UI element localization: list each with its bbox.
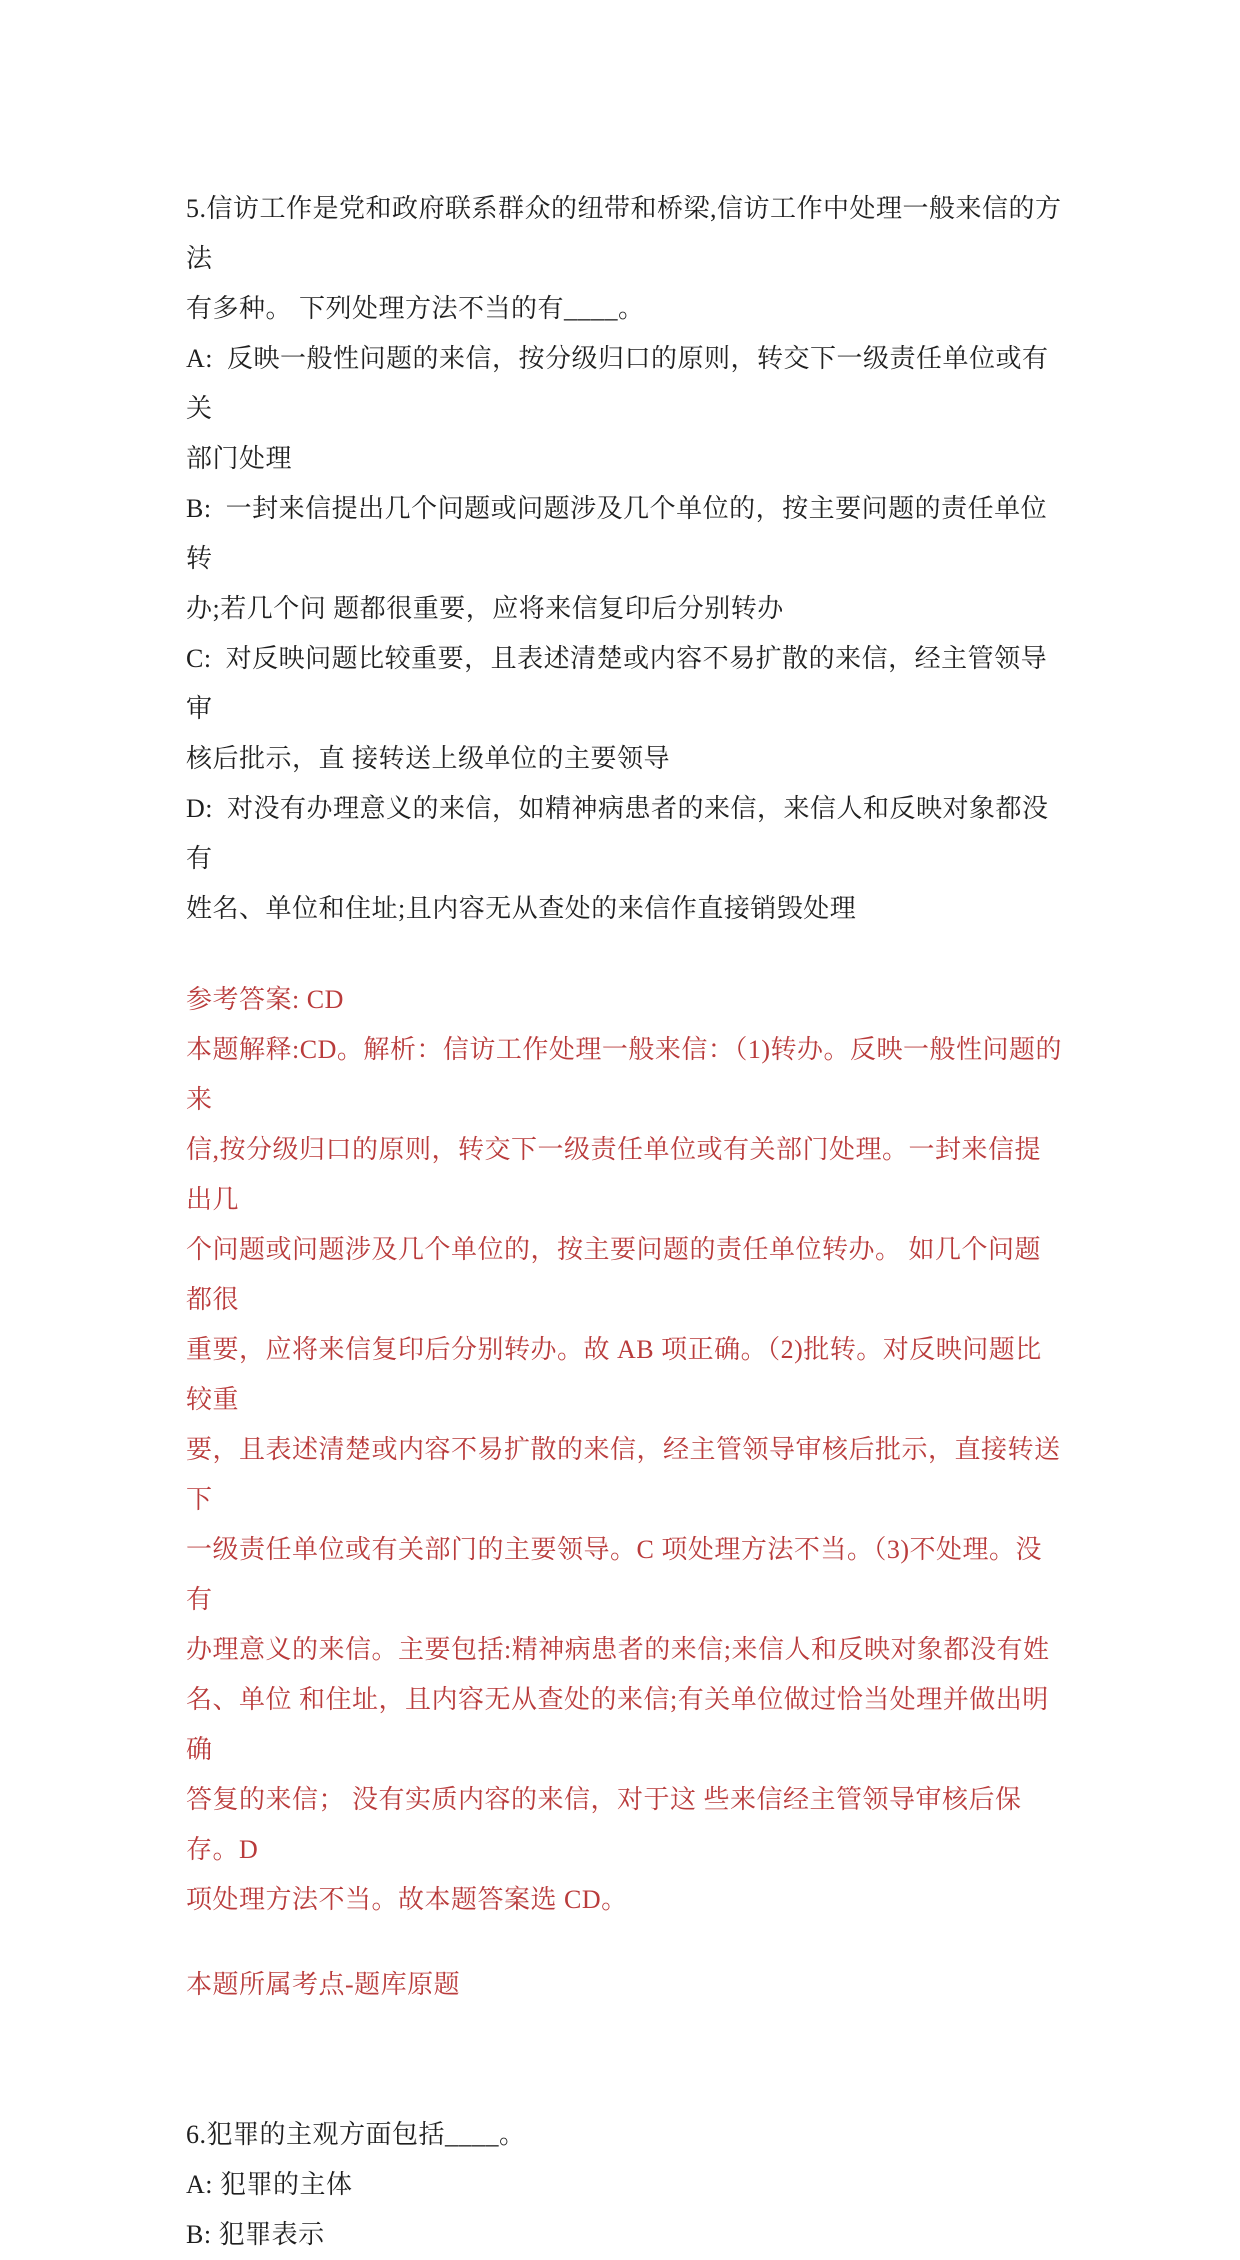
- question-6-option-a: A: 犯罪的主体: [186, 2170, 353, 2199]
- text-line: 本题解释:CD。解析：信访工作处理一般来信：（1)转办。反映一般性问题的来: [186, 1035, 1063, 1114]
- question-5-block: [186, 184, 1066, 934]
- text-line: 部门处理: [186, 444, 293, 473]
- text-line: A: 反映一般性问题的来信，按分级归口的原则，转交下一级责任单位或有关: [186, 344, 1049, 423]
- question-5-option-a: [186, 334, 1066, 484]
- text-line: 5.信访工作是党和政府联系群众的纽带和桥梁,信访工作中处理一般来信的方法: [186, 194, 1062, 273]
- text-line: 名、单位 和住址，且内容无从查处的来信;有关单位做过恰当处理并做出明确: [186, 1685, 1049, 1764]
- answer-5-block: [186, 975, 1066, 2010]
- knowledge-point-source: 本题所属考点-题库原题: [186, 1970, 461, 1999]
- question-6-stem: 6.犯罪的主观方面包括____。: [186, 2120, 526, 2149]
- answer-explanation: [186, 1025, 1066, 1925]
- text-line: 项处理方法不当。故本题答案选 CD。: [186, 1885, 628, 1914]
- document-content: [186, 184, 1066, 2260]
- text-line: 重要，应将来信复印后分别转办。故 AB 项正确。（2)批转。对反映问题比较重: [186, 1335, 1042, 1414]
- question-5-option-d: [186, 784, 1066, 934]
- question-6-block: [186, 2110, 1066, 2260]
- text-line: 要，且表述清楚或内容不易扩散的来信，经主管领导审核后批示，直接转送下: [186, 1435, 1061, 1514]
- text-line: 信,按分级归口的原则，转交下一级责任单位或有关部门处理。一封来信提出几: [186, 1135, 1042, 1214]
- question-6-option-b: B: 犯罪表示: [186, 2220, 325, 2249]
- text-line: 核后批示，直 接转送上级单位的主要领导: [186, 744, 671, 773]
- text-line: 一级责任单位或有关部门的主要领导。C 项处理方法不当。（3)不处理。没有: [186, 1535, 1043, 1614]
- reference-answer: 参考答案: CD: [186, 985, 344, 1014]
- text-line: D: 对没有办理意义的来信，如精神病患者的来信，来信人和反映对象都没有: [186, 794, 1049, 873]
- text-line: C: 对反映问题比较重要，且表述清楚或内容不易扩散的来信，经主管领导审: [186, 644, 1048, 723]
- question-5-option-c: [186, 634, 1066, 784]
- text-line: 个问题或问题涉及几个单位的，按主要问题的责任单位转办。 如几个问题都很: [186, 1235, 1042, 1314]
- text-line: 答复的来信； 没有实质内容的来信，对于这 些来信经主管领导审核后保存。D: [186, 1785, 1022, 1864]
- text-line: 姓名、单位和住址;且内容无从查处的来信作直接销毁处理: [186, 894, 857, 923]
- question-5-option-b: [186, 484, 1066, 634]
- text-line: 有多种。 下列处理方法不当的有____。: [186, 294, 645, 323]
- question-5-stem: [186, 184, 1066, 334]
- text-line: B: 一封来信提出几个问题或问题涉及几个单位的，按主要问题的责任单位转: [186, 494, 1048, 573]
- text-line: 办;若几个问 题都很重要，应将来信复印后分别转办: [186, 594, 784, 623]
- text-line: 办理意义的来信。主要包括:精神病患者的来信;来信人和反映对象都没有姓: [186, 1635, 1050, 1664]
